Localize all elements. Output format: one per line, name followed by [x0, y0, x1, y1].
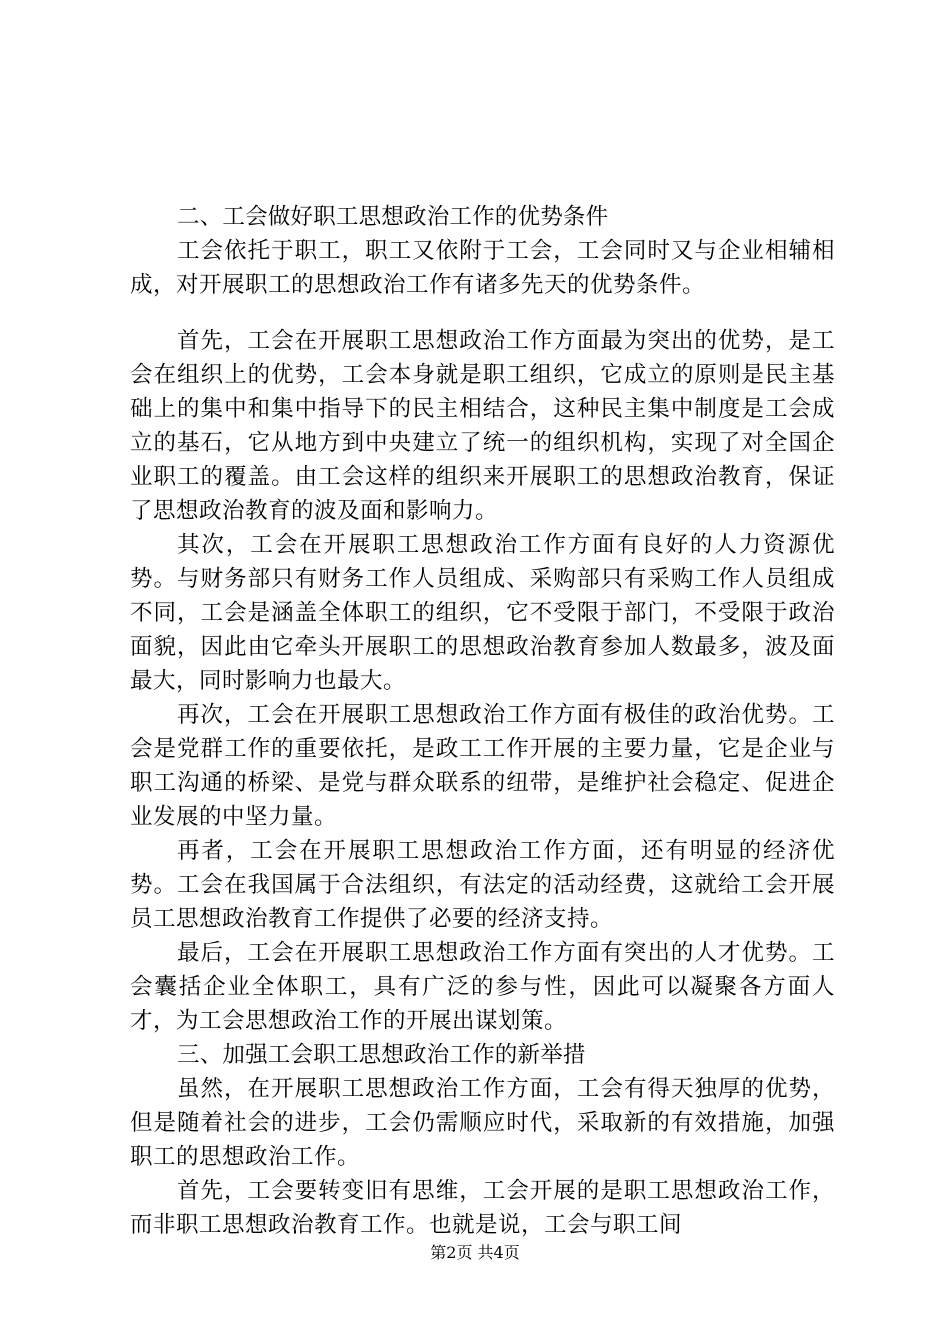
page-footer: 第2页 共4页 [430, 1243, 520, 1262]
document-body [130, 200, 835, 1242]
paragraph-third-advantage: 再次，工会在开展职工思想政治工作方面有极佳的政治优势。工会是党群工作的重要依托，是政工工作开展的主要力量，它是企业与职工沟通的桥梁、是党与群众联系的纽带，是维护社会稳定、促进企业发展的中坚力量。 [130, 702, 835, 830]
paragraph-first-measure: 首先，工会要转变旧有思维，工会开展的是职工思想政治工作，而非职工思想政治教育工作。也就是说，工会与职工间 [130, 1178, 835, 1238]
section-heading-three: 三、加强工会职工思想政治工作的新举措 [177, 1042, 586, 1068]
paragraph-second-advantage: 其次，工会在开展职工思想政治工作方面有良好的人力资源优势。与财务部只有财务工作人员组成、采购部只有采购工作人员组成不同，工会是涵盖全体职工的组织，它不受限于部门，不受限于政治面貌，因此由它牵头开展职工的思想政治教育参加人数最多，波及面最大，同时影响力也最大。 [130, 532, 835, 694]
paragraph-fourth-advantage: 再者，工会在开展职工思想政治工作方面，还有明显的经济优势。工会在我国属于合法组织，有法定的活动经费，这就给工会开展员工思想政治教育工作提供了必要的经济支持。 [130, 838, 835, 932]
paragraph-intro: 工会依托于职工，职工又依附于工会，工会同时又与企业相辅相成，对开展职工的思想政治工作有诸多先天的优势条件。 [130, 238, 835, 298]
paragraph-new-measures-intro: 虽然，在开展职工思想政治工作方面，工会有得天独厚的优势，但是随着社会的进步，工会仍需顺应时代，采取新的有效措施，加强职工的思想政治工作。 [130, 1076, 835, 1170]
blank-line [130, 302, 835, 324]
paragraph-first-advantage: 首先，工会在开展职工思想政治工作方面最为突出的优势，是工会在组织上的优势，工会本身就是职工组织，它成立的原则是民主基础上的集中和集中指导下的民主相结合，这种民主集中制度是工会成立的基石，它从地方到中央建立了统一的组织机构，实现了对全国企业职工的覆盖。由工会这样的组织来开展职工的思想政治教育，保证了思想政治教育的波及面和影响力。 [130, 328, 835, 524]
section-heading-two: 二、工会做好职工思想政治工作的优势条件 [177, 204, 609, 230]
paragraph-fifth-advantage: 最后，工会在开展职工思想政治工作方面有突出的人才优势。工会囊括企业全体职工，具有广泛的参与性，因此可以凝聚各方面人才，为工会思想政治工作的开展出谋划策。 [130, 940, 835, 1034]
